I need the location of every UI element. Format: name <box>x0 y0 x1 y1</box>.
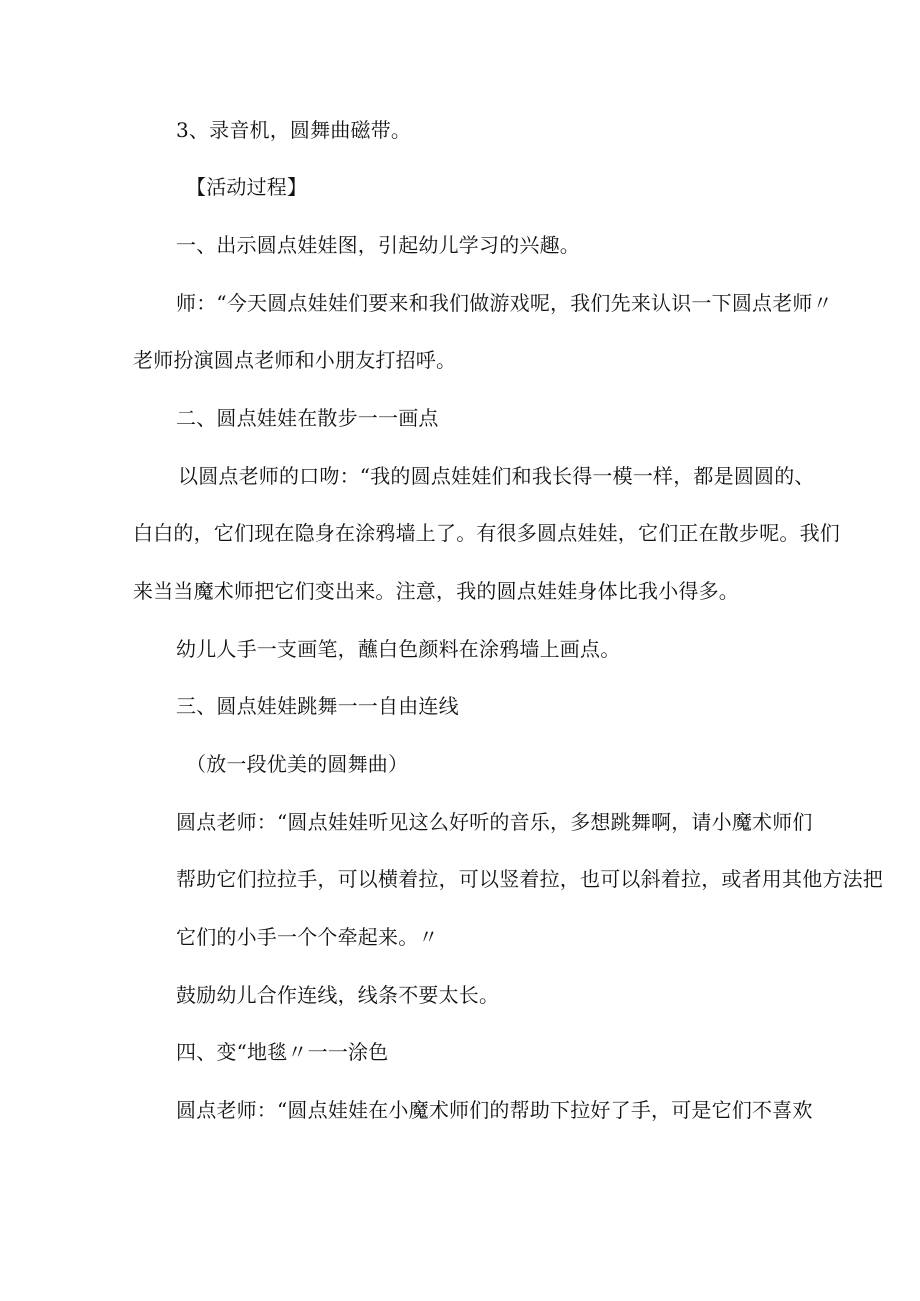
paragraph-teacher-voice-1: 以圆点老师的口吻：“我的圆点娃娃们和我长得一模一样，都是圆圆的、 <box>178 464 815 488</box>
paragraph-dance-3: 它们的小手一个个牵起来。〃 <box>176 925 439 949</box>
section-heading-activity-process: 【活动过程】 <box>186 175 308 199</box>
materials-item-3: 3、录音机，圆舞曲磁带。 <box>176 118 412 142</box>
paragraph-dance-1: 圆点老师：“圆点娃娃听见这么好听的音乐，多想跳舞啊，请小魔术师们 <box>176 810 813 834</box>
step-4-heading: 四、变“地毯〃一一涂色 <box>176 1040 389 1064</box>
paragraph-teacher-voice-3: 来当当魔术师把它们变出来。注意，我的圆点娃娃身体比我小得多。 <box>133 579 739 603</box>
paragraph-encourage: 鼓励幼儿合作连线，线条不要太长。 <box>176 983 500 1007</box>
paragraph-teacher-voice-2: 白白的，它们现在隐身在涂鸦墙上了。有很多圆点娃娃，它们正在散步呢。我们 <box>133 521 840 545</box>
paragraph-teacher-intro: 师：“今天圆点娃娃们要来和我们做游戏呢，我们先来认识一下圆点老师〃 <box>176 291 833 315</box>
paragraph-dance-2: 帮助它们拉拉手，可以横着拉，可以竖着拉，也可以斜着拉，或者用其他方法把 <box>176 867 883 891</box>
paragraph-teacher-intro-cont: 老师扮演圆点老师和小朋友打招呼。 <box>133 348 457 372</box>
paragraph-carpet-1: 圆点老师：“圆点娃娃在小魔术师们的帮助下拉好了手，可是它们不喜欢 <box>176 1098 813 1122</box>
step-1-heading: 一、出示圆点娃娃图，引起幼儿学习的兴趣。 <box>176 233 580 257</box>
paragraph-play-music: （放一段优美的圆舞曲） <box>186 752 409 776</box>
step-3-heading: 三、圆点娃娃跳舞一一自由连线 <box>176 694 459 718</box>
paragraph-children-draw: 幼儿人手一支画笔，蘸白色颜料在涂鸦墙上画点。 <box>176 637 621 661</box>
step-2-heading: 二、圆点娃娃在散步一一画点 <box>176 406 439 430</box>
